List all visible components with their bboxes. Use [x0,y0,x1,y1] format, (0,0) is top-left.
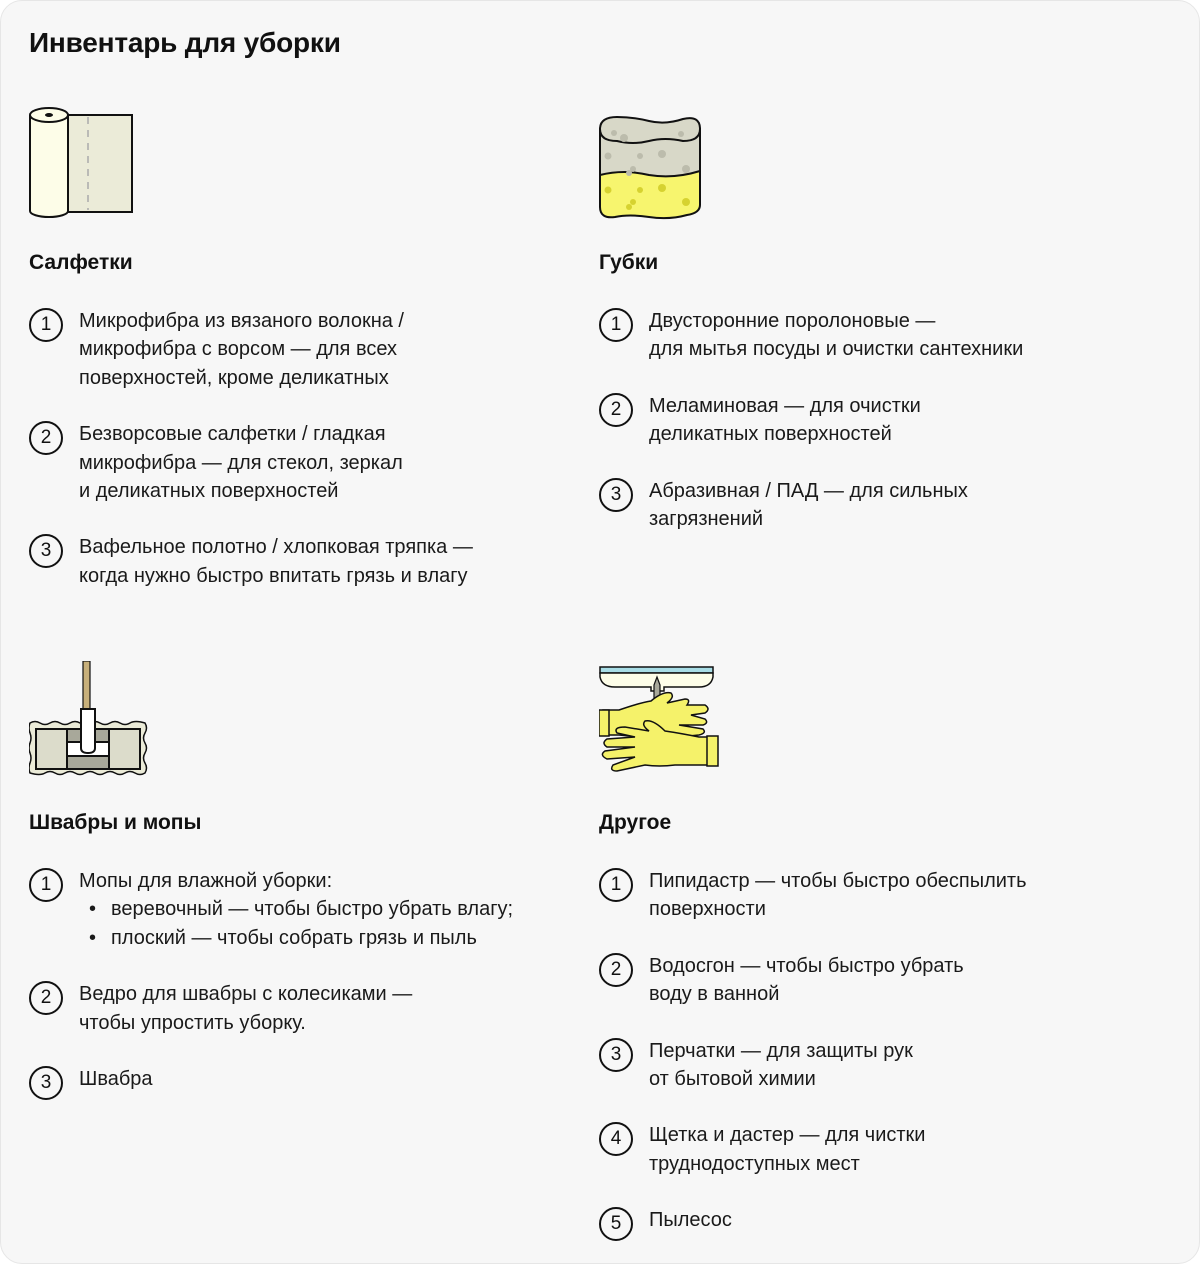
list-item [599,952,1159,1009]
list-item [599,1037,1159,1094]
list-item [29,1065,589,1100]
list-item [599,1121,1159,1178]
text-line: Водосгон — чтобы быстро убрать [649,954,964,977]
item-number: 3 [599,1038,633,1072]
text-line: от бытовой химии [649,1068,816,1091]
list-item [599,392,1159,449]
item-number: 1 [599,308,633,342]
item-text [649,1206,732,1234]
item-number: 2 [29,421,63,455]
mops-list [29,867,589,1128]
sponge-icon [599,101,719,221]
bullet-text: веревочный — чтобы быстро убрать влагу; [111,898,514,921]
squeegee-and-gloves-icon [599,661,719,781]
section-napkins [29,101,569,587]
text-line: Ведро для швабры с колесиками — [79,983,413,1006]
text-line: поверхностей, кроме деликатных [79,366,389,389]
item-number: 3 [29,1066,63,1100]
section-sponges [599,101,1139,531]
list-item [599,867,1159,924]
text-line: для мытья посуды и очистки сантехники [649,338,1024,361]
item-text [79,980,412,1037]
list-item [29,533,589,590]
text-line: микрофибра с ворсом — для всех [79,338,398,361]
item-text [79,420,403,505]
item-text [649,392,921,449]
text-line: воду в ванной [649,983,780,1006]
list-item [599,307,1159,364]
item-text [79,1065,153,1093]
item-number: 1 [29,308,63,342]
page-title: Инвентарь для уборки [29,27,341,58]
list-item [29,307,589,392]
text-line: Вафельное полотно / хлопковая тряпка — [79,536,473,559]
item-text [649,477,968,534]
section-title: Другое [599,811,672,834]
item-number: 3 [599,478,633,512]
item-number: 1 [29,868,63,902]
item-text [649,307,1023,364]
napkins-list [29,307,589,618]
text-line: Швабра [79,1068,153,1091]
text-line: и деликатных поверхностей [79,480,339,503]
item-number: 1 [599,868,633,902]
section-other [599,661,1139,1235]
text-line: Микрофибра из вязаного волокна / [79,310,404,332]
item-text [649,1121,925,1178]
item-text [79,867,513,952]
item-text [649,952,964,1009]
paper-towel-roll-icon [29,101,149,221]
item-text [79,307,404,392]
item-text [79,533,473,590]
text-line: труднодоступных мест [649,1152,860,1175]
list-item [29,980,589,1037]
item-number: 5 [599,1207,633,1241]
flat-mop-icon [29,661,149,781]
text-line: деликатных поверхностей [649,423,892,446]
item-number: 4 [599,1122,633,1156]
text-line: Двусторонние поролоновые — [649,310,936,332]
text-line: Меламиновая — для очистки [649,394,921,417]
text-line: загрязнений [649,508,764,531]
section-title: Швабры и мопы [29,811,202,834]
section-title: Салфетки [29,251,133,274]
text-line: Щетка и дастер — для чистки [649,1124,926,1147]
text-line: Пылесос [649,1209,732,1232]
list-item [599,1206,1159,1241]
list-item [29,420,589,505]
text-line: Пипидастр — чтобы быстро обеспылить [649,870,1027,892]
bullet-item [79,895,513,923]
text-line: Безворсовые салфетки / гладкая [79,423,386,446]
section-title: Губки [599,251,659,274]
bullet-item [79,924,513,952]
item-number: 2 [599,393,633,427]
item-number: 2 [599,953,633,987]
item-number: 2 [29,981,63,1015]
text-line: Абразивная / ПАД — для сильных [649,479,968,502]
bullet-text: плоский — чтобы собрать грязь и пыль [111,926,477,949]
text-line: когда нужно быстро впитать грязь и влагу [79,564,468,587]
bullet-list [79,895,513,952]
list-item [29,867,589,952]
item-number: 3 [29,534,63,568]
item-text [649,1037,913,1094]
other-list [599,867,1159,1269]
bullet-mark: • [89,926,97,949]
item-text [649,867,1027,924]
bullet-mark: • [89,898,97,921]
section-mops [29,661,569,1094]
text-line: Перчатки — для защиты рук [649,1039,913,1062]
list-item [599,477,1159,534]
text-line: поверхности [649,898,766,921]
sponges-list [599,307,1159,561]
text-line: Мопы для влажной уборки: [79,870,333,892]
text-line: микрофибра — для стекол, зеркал [79,451,403,474]
text-line: чтобы упростить уборку. [79,1011,306,1034]
